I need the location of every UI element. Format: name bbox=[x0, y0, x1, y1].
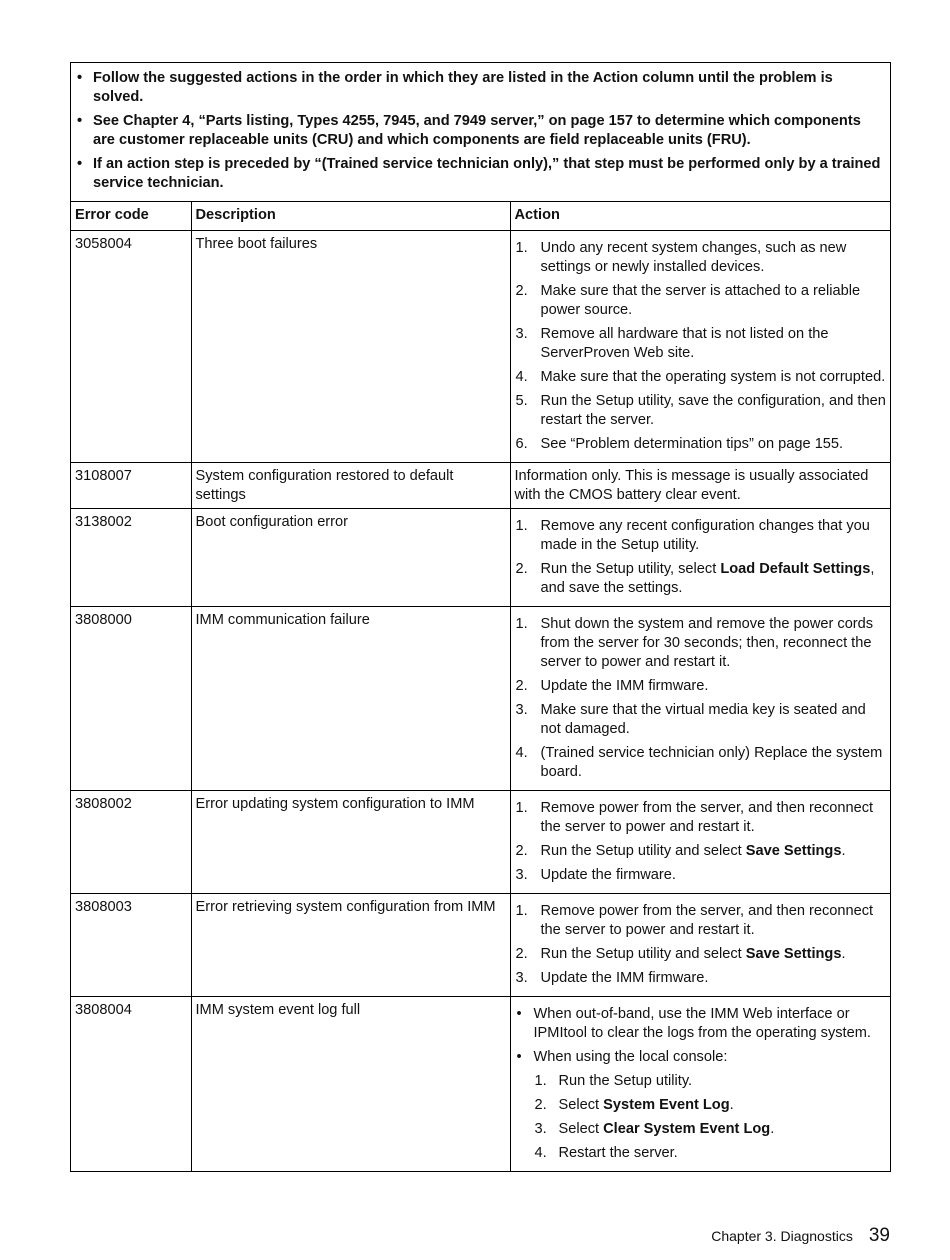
error-code-cell: 3808002 bbox=[71, 791, 191, 894]
action-step bbox=[515, 842, 887, 861]
action-cell bbox=[510, 509, 890, 607]
action-step bbox=[515, 239, 887, 277]
text-run: Make sure that the virtual media key is seated and not damaged. bbox=[540, 702, 866, 737]
text-run: . bbox=[841, 946, 846, 962]
error-code-cell: 3808003 bbox=[71, 894, 191, 997]
step-number: 1. bbox=[515, 800, 528, 816]
table-row bbox=[71, 231, 890, 463]
action-cell bbox=[510, 791, 890, 894]
text-run: Run the Setup utility, save the configuration, and then restart the server. bbox=[540, 393, 886, 428]
text-run: Select bbox=[558, 1121, 604, 1137]
bold-text: Load Default Settings bbox=[720, 561, 871, 577]
action-bullet bbox=[515, 1005, 887, 1043]
action-step bbox=[515, 368, 887, 387]
action-bullet bbox=[515, 1048, 887, 1163]
bold-text: Save Settings bbox=[745, 946, 842, 962]
table-row bbox=[71, 509, 890, 607]
error-code-cell: 3058004 bbox=[71, 231, 191, 463]
text-run: Update the IMM firmware. bbox=[540, 970, 709, 986]
text-run: See “Problem determination tips” on page 155. bbox=[540, 436, 844, 452]
step-number: 3. bbox=[515, 702, 528, 718]
instruction-table-frame bbox=[70, 62, 891, 1172]
error-code-cell: 3138002 bbox=[71, 509, 191, 607]
step-number: 4. bbox=[534, 1145, 547, 1161]
description-cell: System configuration restored to default settings bbox=[191, 463, 510, 509]
bullet: • bbox=[516, 1049, 522, 1065]
action-step bbox=[515, 945, 887, 964]
action-steps bbox=[515, 799, 887, 885]
action-step bbox=[515, 435, 887, 454]
description-cell: Three boot failures bbox=[191, 231, 510, 463]
sub-step bbox=[534, 1144, 887, 1163]
action-step bbox=[515, 902, 887, 940]
step-number: 6. bbox=[515, 436, 528, 452]
action-cell bbox=[510, 231, 890, 463]
bullet: • bbox=[77, 70, 83, 86]
sub-step bbox=[534, 1096, 887, 1115]
header-error-code: Error code bbox=[71, 202, 191, 231]
step-number: 1. bbox=[515, 240, 528, 256]
bullet: • bbox=[516, 1006, 522, 1022]
step-number: 2. bbox=[515, 678, 528, 694]
table-row bbox=[71, 791, 890, 894]
bold-text: System Event Log bbox=[603, 1097, 730, 1113]
error-code-cell: 3808004 bbox=[71, 997, 191, 1172]
text-run: . bbox=[729, 1097, 734, 1113]
error-code-table bbox=[71, 202, 890, 1171]
step-number: 3. bbox=[515, 867, 528, 883]
text-run: . bbox=[841, 843, 846, 859]
instruction-text: Follow the suggested actions in the order in which they are listed in the Action column until the problem is solved. bbox=[93, 70, 833, 105]
step-number: 1. bbox=[515, 518, 528, 534]
description-cell: IMM communication failure bbox=[191, 607, 510, 791]
text-run: . bbox=[770, 1121, 775, 1137]
description-cell: IMM system event log full bbox=[191, 997, 510, 1172]
step-number: 1. bbox=[515, 616, 528, 632]
text-run: Select bbox=[558, 1097, 604, 1113]
action-cell bbox=[510, 894, 890, 997]
step-number: 2. bbox=[515, 843, 528, 859]
text-run: (Trained service technician only) Replace the system board. bbox=[540, 745, 883, 780]
error-code-cell: 3808000 bbox=[71, 607, 191, 791]
step-number: 3. bbox=[515, 970, 528, 986]
action-step bbox=[515, 517, 887, 555]
page-footer bbox=[711, 1226, 890, 1246]
instruction-item bbox=[77, 155, 882, 193]
text-run: Update the firmware. bbox=[540, 867, 676, 883]
table-row bbox=[71, 894, 890, 997]
page-number: 39 bbox=[868, 1225, 890, 1246]
step-number: 4. bbox=[515, 745, 528, 761]
action-steps bbox=[515, 615, 887, 782]
header-action: Action bbox=[510, 202, 890, 231]
bold-text: Save Settings bbox=[745, 843, 842, 859]
instruction-item bbox=[77, 112, 882, 150]
header-description: Description bbox=[191, 202, 510, 231]
step-number: 4. bbox=[515, 369, 528, 385]
text-run: When out-of-band, use the IMM Web interface or IPMItool to clear the logs from the operating system. bbox=[533, 1006, 871, 1041]
bullet: • bbox=[77, 113, 83, 129]
step-number: 3. bbox=[515, 326, 528, 342]
step-number: 1. bbox=[534, 1073, 547, 1089]
text-run: Remove power from the server, and then reconnect the server to power and restart it. bbox=[540, 800, 874, 835]
text-run: Make sure that the operating system is not corrupted. bbox=[540, 369, 886, 385]
action-step bbox=[515, 282, 887, 320]
text-run: Run the Setup utility and select bbox=[540, 843, 746, 859]
action-steps bbox=[515, 517, 887, 598]
description-cell: Boot configuration error bbox=[191, 509, 510, 607]
sub-steps bbox=[534, 1072, 887, 1163]
text-run: Update the IMM firmware. bbox=[540, 678, 709, 694]
instruction-text: See Chapter 4, “Parts listing, Types 4255, 7945, and 7949 server,” on page 157 to determine which components are customer replaceable units (CRU) and which components are field replaceable units (FRU). bbox=[93, 113, 861, 148]
instruction-text: If an action step is preceded by “(Trained service technician only),” that step must be performed only by a trained service technician. bbox=[93, 156, 881, 191]
table-header-row bbox=[71, 202, 890, 231]
text-run: Remove power from the server, and then reconnect the server to power and restart it. bbox=[540, 903, 874, 938]
action-step bbox=[515, 969, 887, 988]
step-number: 3. bbox=[534, 1121, 547, 1137]
table-row bbox=[71, 463, 890, 509]
sub-step bbox=[534, 1120, 887, 1139]
bullet: • bbox=[77, 156, 83, 172]
step-number: 1. bbox=[515, 903, 528, 919]
action-step bbox=[515, 392, 887, 430]
error-code-cell: 3108007 bbox=[71, 463, 191, 509]
text-run: Restart the server. bbox=[558, 1145, 678, 1161]
sub-step bbox=[534, 1072, 887, 1091]
step-number: 2. bbox=[515, 946, 528, 962]
action-bullets bbox=[515, 1005, 887, 1163]
table-body bbox=[71, 231, 890, 1172]
action-steps bbox=[515, 239, 887, 454]
text-run: Shut down the system and remove the power cords from the server for 30 seconds; then, reconnect the server to power and restart it. bbox=[540, 616, 874, 670]
description-cell: Error updating system configuration to IMM bbox=[191, 791, 510, 894]
action-step bbox=[515, 325, 887, 363]
instruction-item bbox=[77, 69, 882, 107]
chapter-label: Chapter 3. Diagnostics bbox=[711, 1228, 853, 1244]
action-cell bbox=[510, 607, 890, 791]
step-number: 2. bbox=[534, 1097, 547, 1113]
description-cell: Error retrieving system configuration from IMM bbox=[191, 894, 510, 997]
text-run: Run the Setup utility. bbox=[558, 1073, 693, 1089]
text-run: Undo any recent system changes, such as new settings or newly installed devices. bbox=[540, 240, 847, 275]
step-number: 2. bbox=[515, 283, 528, 299]
action-step bbox=[515, 866, 887, 885]
text-run: , and save the settings. bbox=[540, 561, 875, 596]
text-run: Run the Setup utility, select bbox=[540, 561, 721, 577]
text-run: Run the Setup utility and select bbox=[540, 946, 746, 962]
step-number: 2. bbox=[515, 561, 528, 577]
action-step bbox=[515, 677, 887, 696]
action-step bbox=[515, 799, 887, 837]
step-number: 5. bbox=[515, 393, 528, 409]
table-row bbox=[71, 997, 890, 1172]
text-run: Make sure that the server is attached to a reliable power source. bbox=[540, 283, 861, 318]
action-step bbox=[515, 744, 887, 782]
table-row bbox=[71, 607, 890, 791]
text-run: Remove any recent configuration changes that you made in the Setup utility. bbox=[540, 518, 870, 553]
bold-text: Clear System Event Log bbox=[603, 1121, 771, 1137]
instructions-block bbox=[71, 63, 890, 202]
action-cell bbox=[510, 997, 890, 1172]
action-step bbox=[515, 615, 887, 672]
text-run: Remove all hardware that is not listed on the ServerProven Web site. bbox=[540, 326, 829, 361]
action-step bbox=[515, 701, 887, 739]
action-step bbox=[515, 560, 887, 598]
text-run: When using the local console: bbox=[533, 1049, 728, 1065]
action-cell: Information only. This is message is usually associated with the CMOS battery clear event. bbox=[510, 463, 890, 509]
action-steps bbox=[515, 902, 887, 988]
